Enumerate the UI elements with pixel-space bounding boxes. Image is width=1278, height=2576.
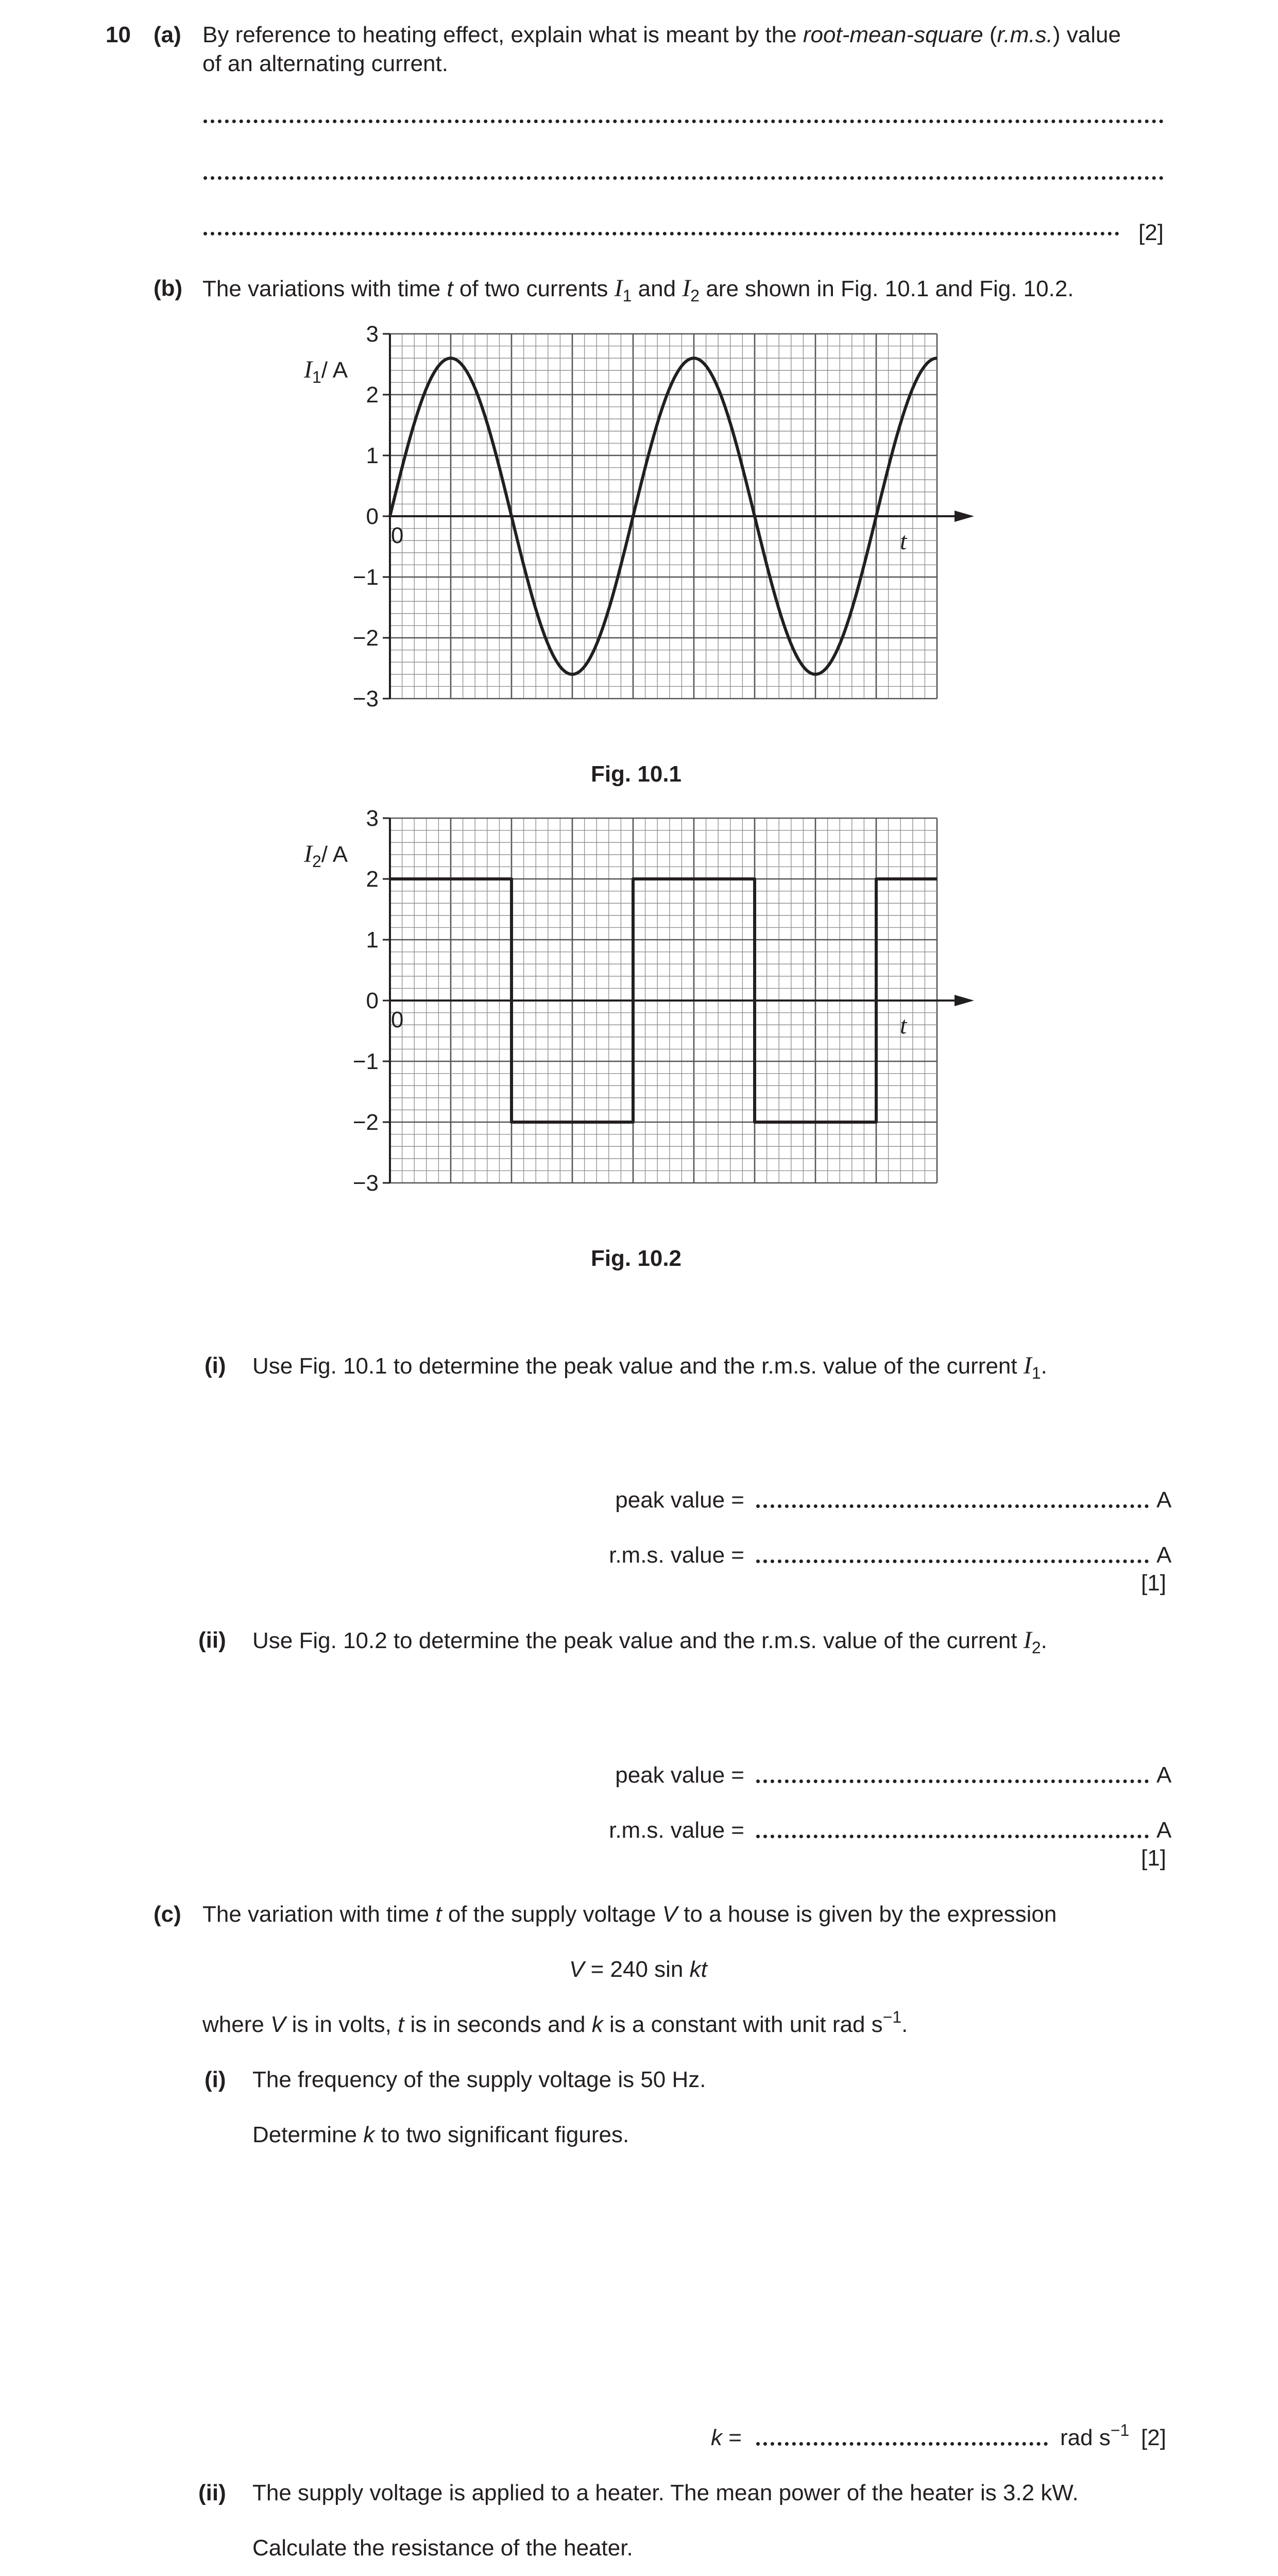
b-ii-rms-answer[interactable] <box>756 1835 1149 1838</box>
part-c-intro: The variation with time t of the supply voltage V to a house is given by the expression <box>202 1902 1057 1927</box>
c-i-answer-label: k = <box>711 2425 742 2450</box>
b-ii-rms-label: r.m.s. value = <box>609 1818 744 1843</box>
b-ii-rms-unit: A <box>1156 1818 1172 1843</box>
marks-b-ii: [1] <box>1141 1845 1166 1871</box>
fig1-ylabel: $I_1/$ A <box>304 356 348 386</box>
b-i-peak-label: peak value = <box>615 1487 744 1513</box>
fig-10-1-caption: Fig. 10.1 <box>590 761 682 787</box>
fig-10-2-caption: Fig. 10.2 <box>590 1246 682 1271</box>
y-tick-label: 0 <box>366 504 379 529</box>
y-tick-label: −3 <box>352 1171 379 1196</box>
part-b-i-question: Use Fig. 10.1 to determine the peak value and the r.m.s. value of the current $I_1$. <box>252 1352 1047 1382</box>
y-tick-label: −3 <box>352 686 379 711</box>
part-a-question: By reference to heating effect, explain what is meant by the root-mean-square (r.m.s.) value <box>202 22 1121 47</box>
b-i-peak-answer[interactable] <box>756 1504 1149 1508</box>
part-c-label: (c) <box>154 1902 181 1927</box>
part-c-ii-line2: Calculate the resistance of the heater. <box>252 2535 633 2561</box>
marks-b-i: [1] <box>1141 1570 1166 1596</box>
part-b-intro: The variations with time t of two currents $I_1$ and $I_2$ are shown in Fig. 10.1 and Fig. 10.2. <box>202 275 1074 305</box>
y-tick-label: −2 <box>352 1110 379 1135</box>
x-axis-label: t <box>900 528 907 555</box>
fig2-ylabel: $I_2/$ A <box>304 840 348 871</box>
marks-a: [2] <box>1138 220 1164 245</box>
b-i-peak-unit: A <box>1156 1487 1172 1513</box>
part-c-i-label: (i) <box>205 2067 226 2092</box>
part-b-i-label: (i) <box>205 1353 226 1378</box>
x-origin-label: 0 <box>391 1007 404 1032</box>
part-c-i-line1: The frequency of the supply voltage is 50 Hz. <box>252 2067 706 2092</box>
question-number: 10 <box>106 22 131 47</box>
y-tick-label: 0 <box>366 988 379 1013</box>
part-b-ii-question: Use Fig. 10.2 to determine the peak value and the r.m.s. value of the current $I_2$. <box>252 1626 1047 1657</box>
x-axis-label: t <box>900 1012 907 1039</box>
y-tick-label: −1 <box>352 565 379 590</box>
part-a-label: (a) <box>154 22 181 47</box>
y-tick-label: 1 <box>366 927 379 953</box>
b-ii-peak-unit: A <box>1156 1762 1172 1788</box>
b-ii-peak-answer[interactable] <box>756 1780 1149 1783</box>
y-tick-label: 3 <box>366 321 379 347</box>
c-i-k-answer[interactable] <box>756 2442 1048 2446</box>
y-tick-label: 3 <box>366 806 379 831</box>
y-tick-label: 1 <box>366 443 379 468</box>
part-c-ii-label: (ii) <box>198 2480 226 2505</box>
y-tick-label: 2 <box>366 382 379 408</box>
c-i-unit: rad $s^{-1}$ <box>1060 2421 1130 2450</box>
part-c-ii-line1: The supply voltage is applied to a heater. The mean power of the heater is 3.2 kW. <box>252 2480 1079 2505</box>
b-ii-peak-label: peak value = <box>615 1762 744 1788</box>
b-i-rms-answer[interactable] <box>756 1560 1149 1563</box>
part-b-ii-label: (ii) <box>198 1628 226 1653</box>
marks-c-i: [2] <box>1141 2425 1166 2450</box>
part-a-question-line2: of an alternating current. <box>202 51 448 76</box>
part-b-label: (b) <box>154 276 183 301</box>
y-tick-label: −2 <box>352 625 379 651</box>
b-i-rms-unit: A <box>1156 1543 1172 1568</box>
b-i-rms-label: r.m.s. value = <box>609 1543 744 1568</box>
x-origin-label: 0 <box>391 523 404 548</box>
y-tick-label: −1 <box>352 1049 379 1074</box>
y-tick-label: 2 <box>366 867 379 892</box>
supply-voltage-equation: V = 240 sin kt <box>569 1957 707 1982</box>
x-axis-arrow-icon <box>955 995 974 1006</box>
part-c-where: where V is in volts, t is in seconds and k is a constant with unit rad $s^{-1}$. <box>202 2008 908 2037</box>
part-c-i-line2: Determine k to two significant figures. <box>252 2122 629 2147</box>
